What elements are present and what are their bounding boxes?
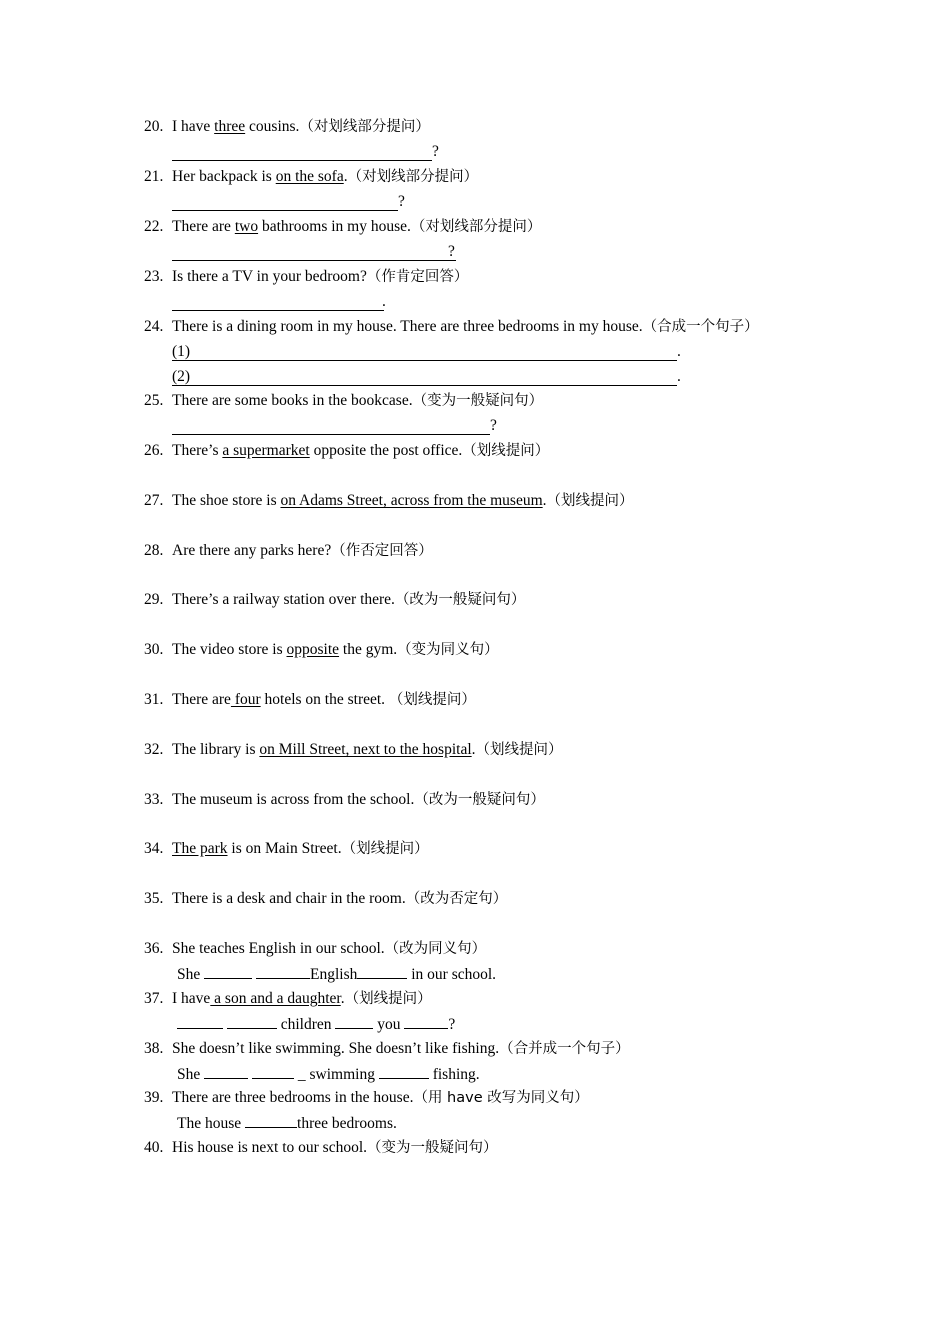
question-text: bathrooms in my house. [258,218,411,235]
blank-field[interactable] [404,1014,448,1029]
question-number: 25. [144,392,164,409]
answer-label: (2) [172,368,191,385]
question-text: The video store is [172,641,287,658]
question-text: She doesn’t like swimming. She doesn’t like fishing. [172,1040,500,1057]
question-text: . [340,990,345,1007]
question-text: The museum is across from the school. [172,791,415,808]
underlined-part: The park [172,840,228,857]
question-text: There are some books in the bookcase. [172,392,413,409]
instruction-note: （划线提问） [475,742,563,758]
underlined-part: on the sofa [275,168,344,185]
fill-in-sentence: She _ swimming fishing. [177,1066,480,1083]
answer-line[interactable] [172,193,398,211]
instruction-note: （改为一般疑问句） [394,592,526,608]
question-text: . [471,741,476,758]
question-text: The shoe store is [172,492,281,509]
question-text: I have [172,990,211,1007]
question-number: 32. [144,741,164,758]
question-text: Her backpack is [172,168,276,185]
question-text: There’s a railway station over there. [172,591,395,608]
blank-field[interactable] [379,1064,429,1079]
blank-field[interactable] [204,1064,248,1079]
question-text: The library is [172,741,260,758]
answer-end-mark: . [677,343,681,360]
instruction-note: （变为一般疑问句） [412,393,544,409]
instruction-note: （划线提问） [341,841,429,857]
question-text: Is there a TV in your bedroom? [172,268,367,285]
question-text: hotels on the street. [260,691,389,708]
question-number: 35. [144,890,164,907]
instruction-note: （对划线部分提问） [347,169,479,185]
blank-field[interactable] [204,964,252,979]
underlined-part: a son and a daughter [210,990,341,1007]
question-number: 28. [144,542,164,559]
underlined-part: a supermarket [222,442,310,459]
question-text: Are there any parks here? [172,542,332,559]
answer-end-mark: ? [490,417,497,434]
underlined-part: on Mill Street, next to the hospital [259,741,472,758]
blank-field[interactable] [256,964,310,979]
question-text: cousins. [245,118,300,135]
answer-line[interactable] [172,368,677,386]
question-number: 34. [144,840,164,857]
instruction-note: （改为否定句） [405,891,508,907]
question-text: opposite the post office. [309,442,463,459]
question-text: There’s [172,442,223,459]
answer-end-mark: ? [432,143,439,160]
question-text: There are [172,691,231,708]
blank-field[interactable] [357,964,407,979]
answer-end-mark: . [382,293,386,310]
blank-field[interactable] [335,1014,373,1029]
question-text: . [343,168,348,185]
instruction-note: （划线提问） [344,991,432,1007]
instruction-note: （改为一般疑问句） [414,792,545,808]
instruction-note: （变为同义句） [397,642,499,658]
question-number: 36. [144,940,164,957]
instruction-note: （合并成一个句子） [499,1041,630,1057]
answer-label: (1) [172,343,191,360]
question-number: 37. [144,990,164,1007]
blank-field[interactable] [245,1113,297,1128]
instruction-note: （划线提问） [462,443,550,459]
question-number: 29. [144,591,164,608]
underlined-part: two [234,218,259,235]
underlined-part: three [214,118,246,135]
instruction-note: （用 have 改写为同义句） [413,1090,589,1106]
question-number: 22. [144,218,164,235]
blank-field[interactable] [252,1064,294,1079]
answer-end-mark: . [677,368,681,385]
question-number: 30. [144,641,164,658]
answer-line[interactable] [172,243,456,261]
fill-in-sentence: children you ? [177,1014,455,1035]
instruction-note: （作否定回答） [331,543,433,559]
question-text: is on Main Street. [227,840,342,857]
answer-line[interactable] [172,343,677,361]
question-text: I have [172,118,215,135]
question-number: 21. [144,168,164,185]
fill-in-sentence: The house three bedrooms. [177,1115,397,1132]
instruction-note: （改为同义句） [384,941,487,957]
underlined-part: on Adams Street, across from the museum [280,492,543,509]
instruction-note: （作肯定回答） [366,269,469,285]
answer-line[interactable] [172,417,490,435]
question-number: 20. [144,118,164,135]
question-number: 38. [144,1040,164,1057]
question-text: There is a dining room in my house. There are three bedrooms in my house. [172,318,643,335]
question-number: 26. [144,442,164,459]
instruction-note: （合成一个句子） [642,319,759,335]
fill-in-sentence: She English in our school. [177,966,497,983]
question-number: 40. [144,1139,164,1156]
underlined-part: four [230,691,261,708]
instruction-note: （对划线部分提问） [299,119,430,135]
question-text: There is a desk and chair in the room. [172,890,406,907]
question-number: 31. [144,691,164,708]
question-number: 27. [144,492,164,509]
question-text: . [542,492,547,509]
answer-line[interactable] [172,293,384,311]
blank-field[interactable] [227,1014,277,1029]
instruction-note: （划线提问） [388,692,476,708]
question-text: His house is next to our school. [172,1139,368,1156]
answer-end-mark: ? [398,193,405,210]
instruction-note: （划线提问） [546,493,634,509]
question-number: 23. [144,268,164,285]
instruction-note: （对划线部分提问） [410,219,542,235]
question-number: 24. [144,318,164,335]
question-text: the gym. [339,641,398,658]
question-text: There are three bedrooms in the house. [172,1089,414,1106]
blank-field[interactable] [177,1014,223,1029]
answer-end-mark: ? [448,243,455,260]
instruction-note: （变为一般疑问句） [367,1140,498,1156]
question-number: 33. [144,791,164,808]
underlined-part: opposite [286,641,340,658]
answer-line[interactable] [172,143,432,161]
question-number: 39. [144,1089,164,1106]
question-text: There are [172,218,235,235]
question-text: She teaches English in our school. [172,940,385,957]
